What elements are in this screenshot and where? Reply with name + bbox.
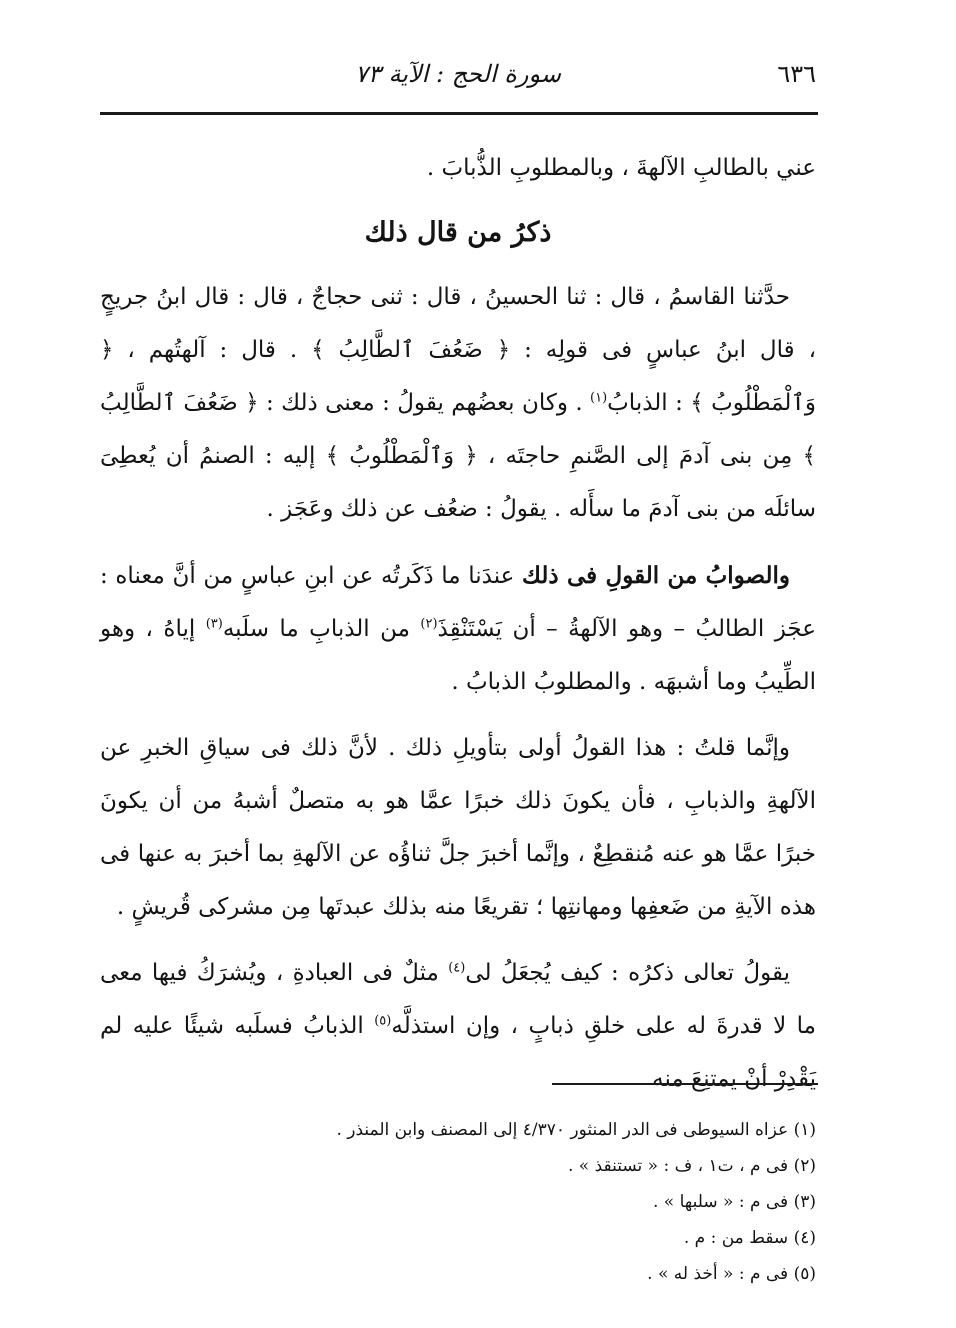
paragraph-2-text-cont: من الذبابِ ما سلَبه — [222, 616, 421, 642]
paragraph-1-text-cont: . وكان بعضُهم يقولُ : معنى ذلك : ﴿ ضَعُفَ ٱلطَّالِبُ ﴾ مِن بنى آدمَ إلى الصَّنمِ حاجتَه ، ﴿ وَٱلْمَطْلُوبُ ﴾ إليه : الصنمُ أن يُعطِىَ سائلَه من بنى آدمَ ما سأَله . يقولُ : ضعُف عن ذلك وعَجَز . — [100, 390, 816, 522]
footnote-ref-5: (٥) — [374, 1013, 392, 1029]
footnote-4: (٤) سقط من : م . — [683, 1228, 816, 1248]
footnote-ref-1: (١) — [590, 390, 608, 406]
paragraph-4-text-end: الذبابُ فسلَبه شيئًا عليه لم يَقْدِرْ أنْ يمتنِعَ منه — [100, 1013, 816, 1092]
opening-line: عني بالطالبِ الآلهةَ ، وبالمطلوبِ الذُّبابَ . — [426, 155, 816, 181]
paragraph-2-lead: والصوابُ من القولِ فى ذلك — [522, 562, 790, 589]
paragraph-1-text: حدَّثنا القاسمُ ، قال : ثنا الحسينُ ، قال : ثنى حجاجٌ ، قال : قال ابنُ جريجٍ ، قال ابنُ عباسٍ فى قولِه : ﴿ ضَعُفَ ٱلطَّالِبُ ﴾ . قال : آلهتُهم ، ﴿ وَٱلْمَطْلُوبُ ﴾ : الذبابُ — [100, 284, 816, 416]
paragraph-1 — [100, 271, 816, 536]
footnote-3: (٣) فى م : « سلبها » . — [652, 1192, 816, 1212]
footnote-ref-3: (٣) — [205, 616, 223, 632]
header-rule — [100, 112, 818, 115]
paragraph-4-text: يقولُ تعالى ذكرُه : كيف يُجعَلُ لى — [465, 960, 791, 986]
footnote-2: (٢) فى م ، ت١ ، ف : « تستنقذ » . — [567, 1156, 816, 1176]
footnotes — [100, 1112, 816, 1292]
main-text — [100, 142, 816, 1106]
footnote-5: (٥) فى م : « أخذ له » . — [647, 1264, 816, 1284]
paragraph-4-text-cont: مثلٌ فى العبادةِ ، ويُشرَكُ فيها معى ما لا قدرةَ له على خلقِ ذبابٍ ، وإن استذلَّه — [100, 960, 816, 1039]
running-header — [100, 58, 816, 98]
section-heading: ذكرُ من قال ذلك — [364, 217, 552, 248]
surah-title: سورة الحج : الآية ٧٣ — [355, 60, 561, 88]
footnote-rule — [552, 1083, 818, 1085]
footnote-ref-2: (٢) — [420, 616, 438, 632]
page-number: ٦٣٦ — [777, 60, 816, 88]
paragraph-3: وإنَّما قلتُ : هذا القولُ أولى بتأويلِ ذلك . لأنَّ ذلك فى سياقِ الخبرِ عن الآلهةِ والذبابِ ، فأن يكونَ ذلك خبرًا عمَّا هو به متصلٌ أشبهُ من أن يكونَ خبرًا عمَّا هو عنه مُنقطِعٌ ، وإنَّما أخبرَ جلَّ ثناؤُه عن الآلهةِ بما أخبرَ به عنها فى هذه الآيةِ من ضَعفِها ومهانتِها ؛ تقريعًا منه بذلك عبدتَها مِن مشركى قُريشٍ . — [100, 735, 816, 920]
paragraph-2-text: عندَنا ما ذَكَرتُه عن ابنِ عباسٍ من أنَّ معناه : عجَز الطالبُ – وهو الآلهةُ – أن يَسْتَنْقِذَ — [100, 563, 817, 642]
paragraph-2-text-end: إياهُ ، وهو الطِّيبُ وما أشبهَه . والمطلوبُ الذبابُ . — [100, 616, 816, 695]
paragraph-2 — [100, 549, 816, 709]
footnote-ref-4: (٤) — [448, 960, 466, 976]
footnote-1: (١) عزاه السيوطى فى الدر المنثور ٤/٣٧٠ إلى المصنف وابن المنذر . — [336, 1120, 816, 1140]
